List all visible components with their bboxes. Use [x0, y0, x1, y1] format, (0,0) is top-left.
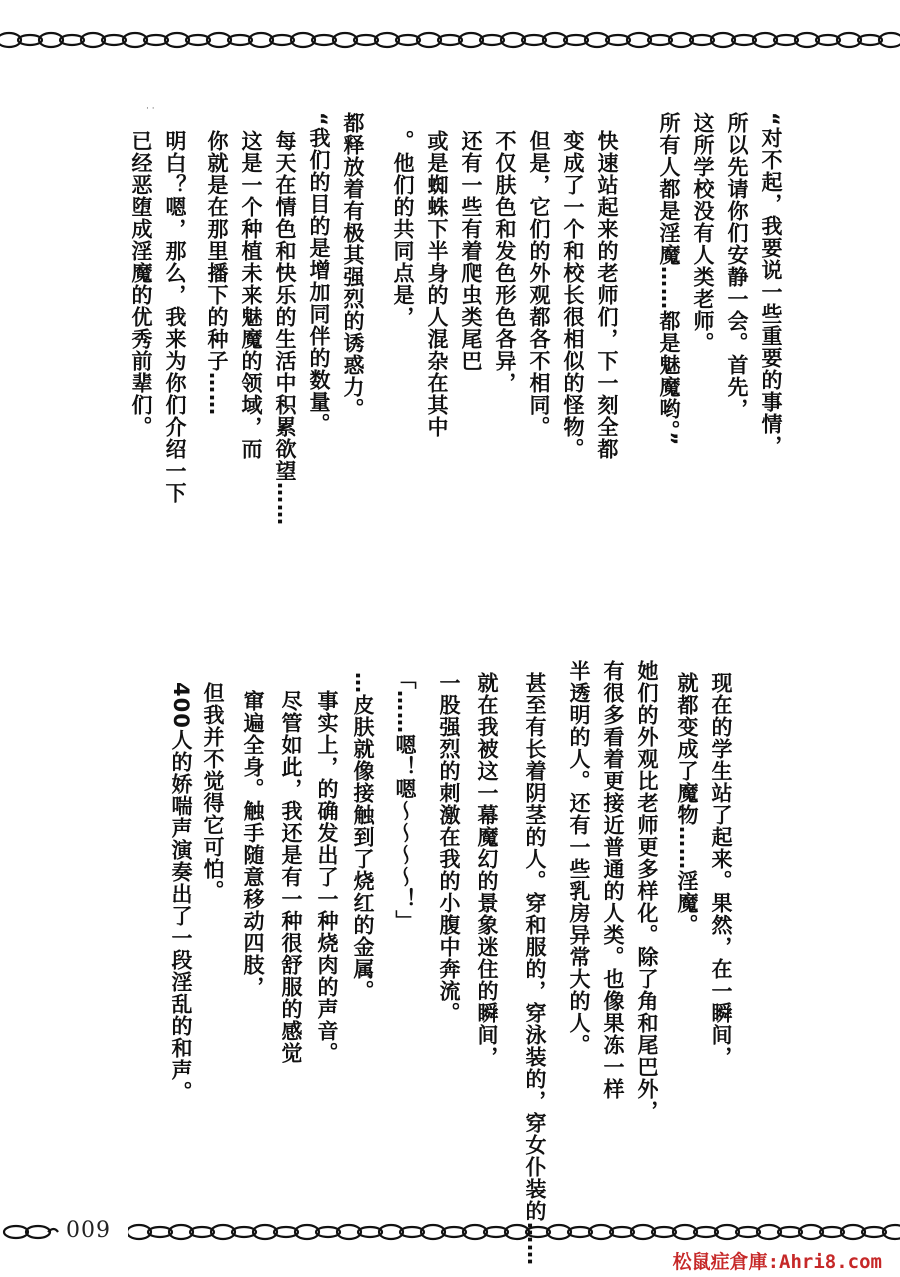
upper-line: “我们的目的是增加同伴的数量。 — [307, 112, 331, 435]
upper-line: 你就是在那里播下的种子…… — [205, 130, 229, 416]
lower-line: …皮肤就像接触到了烧红的金属。 — [351, 672, 375, 1002]
upper-line: 或是蜘蛛下半身的人混杂在其中 — [425, 130, 449, 438]
ink-specks: · · — [146, 104, 155, 114]
upper-line: 变成了一个和校长很相似的怪物。 — [561, 130, 585, 460]
upper-line: 还有一些有着爬虫类尾巴 — [459, 130, 483, 372]
upper-line: 所有人都是淫魔……都是魅魔哟。” — [657, 112, 681, 447]
upper-line: 每天在情色和快乐的生活中积累欲望…… — [273, 130, 297, 526]
lower-line: 甚至有长着阴茎的人。穿和服的，穿泳装的，穿女仆装的…… — [523, 672, 547, 1266]
lower-line: 就都变成了魔物……淫魔。 — [675, 672, 699, 936]
lower-line: 400人的娇喘声演奏出了一段淫乱的和声。 — [169, 682, 193, 1103]
lower-line: 她们的外观比老师更多样化。除了角和尾巴外， — [635, 660, 659, 1122]
lower-line: 就在我被这一幕魔幻的景象迷住的瞬间， — [475, 672, 499, 1068]
lower-line: 有很多看着更接近普通的人类。也像果冻一样 — [601, 660, 625, 1100]
upper-line: “对不起，我要说一些重要的事情， — [759, 112, 783, 457]
upper-line: 。他们的共同点是， — [391, 130, 415, 328]
upper-line: 快速站起来的老师们，下一刻全都 — [595, 130, 619, 460]
upper-line: 已经恶堕成淫魔的优秀前辈们。 — [129, 130, 153, 438]
lower-line: 「……嗯！嗯～～～～！」 — [393, 668, 417, 932]
page-number: 009 — [66, 1218, 111, 1243]
lower-line: 窜遍全身。触手随意移动四肢， — [241, 690, 265, 998]
watermark: 松鼠症倉庫:Ahri8.com — [672, 1251, 882, 1273]
lower-line: 现在的学生站了起来。果然，在一瞬间， — [709, 672, 733, 1068]
upper-line: 明白？嗯，那么，我来为你们介绍一下 — [163, 130, 187, 504]
lower-line: 一股强烈的刺激在我的小腹中奔流。 — [437, 672, 461, 1024]
upper-line: 但是，它们的外观都各不相同。 — [527, 130, 551, 438]
lower-line: 但我并不觉得它可怕。 — [201, 682, 225, 902]
upper-line: 这所学校没有人类老师。 — [691, 112, 715, 354]
upper-line: 不仅肤色和发色形色各异， — [493, 130, 517, 394]
upper-line: 都释放着有极其强烈的诱惑力。 — [341, 112, 365, 420]
upper-line: 这是一个种植未来魅魔的领域，而 — [239, 130, 263, 460]
lower-line: 事实上，的确发出了一种烧肉的声音。 — [315, 690, 339, 1064]
lower-line: 半透明的人。还有一些乳房异常大的人。 — [567, 660, 591, 1056]
upper-line: 所以先请你们安静一会。首先， — [725, 112, 749, 420]
lower-line: 尽管如此，我还是有一种很舒服的感觉 — [279, 690, 303, 1064]
